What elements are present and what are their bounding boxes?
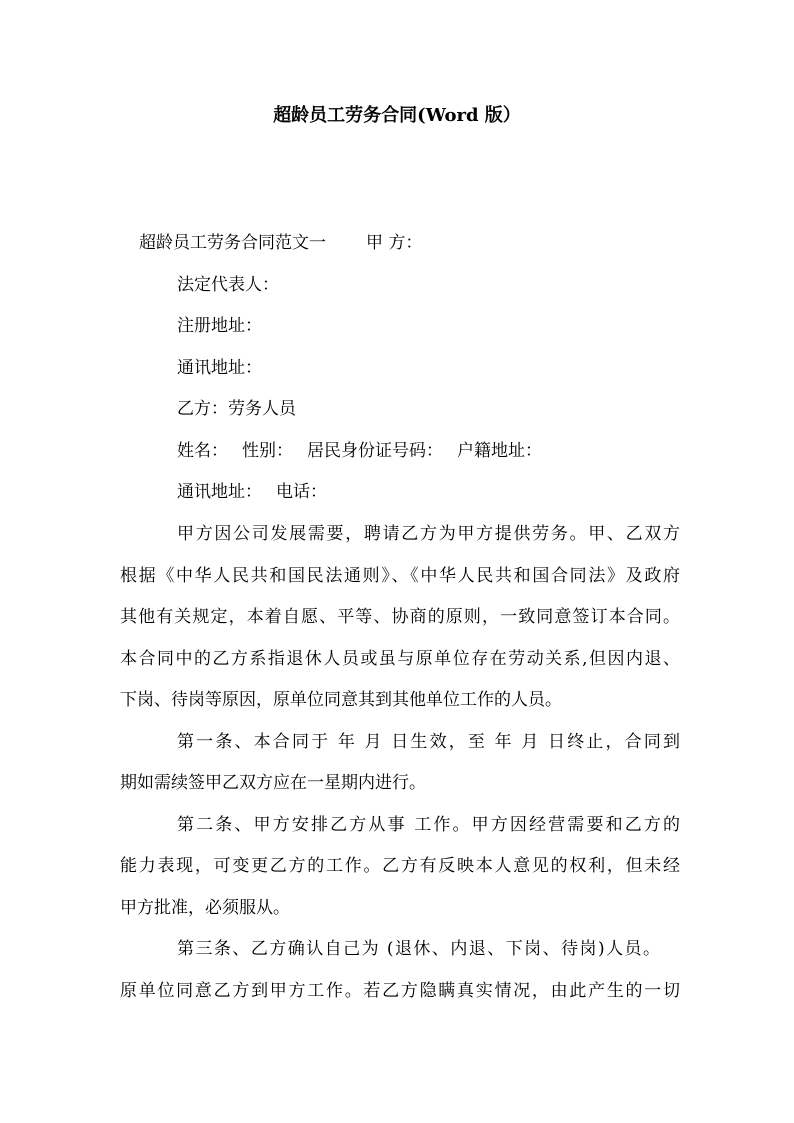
para1-line-5: 下岗、待岗等原因，原单位同意其到其他单位工作的人员。	[120, 690, 562, 710]
comm-address-a-label: 通讯地址：	[177, 358, 262, 378]
article-2-line-2: 能力表现，可变更乙方的工作。乙方有反映本人意见的权利，但未经	[120, 856, 680, 876]
name-label: 姓名：	[177, 441, 228, 461]
para1-line-2: 根据《中华人民共和国民法通则》、《中华人民共和国合同法》及政府	[120, 566, 680, 586]
id-label: 居民身份证号码：	[307, 441, 443, 461]
article-3-line-1: 第三条、乙方确认自己为 (退休、内退、下岗、待岗)人员。	[177, 939, 660, 959]
gender-label: 性别：	[242, 441, 293, 461]
para1-line-1: 甲方因公司发展需要，聘请乙方为甲方提供劳务。甲、乙双方	[177, 524, 680, 544]
intro-heading: 超龄员工劳务合同范文一	[139, 233, 326, 253]
article-3-line-2: 原单位同意乙方到甲方工作。若乙方隐瞒真实情况，由此产生的一切	[120, 981, 680, 1001]
household-label: 户籍地址：	[457, 441, 542, 461]
party-a-label: 甲 方：	[366, 233, 423, 253]
article-1-line-1: 第一条、本合同于 年 月 日生效，至 年 月 日终止，合同到	[177, 732, 680, 752]
legal-rep-label: 法定代表人：	[177, 275, 279, 295]
article-2-line-1: 第二条、甲方安排乙方从事 工作。甲方因经营需要和乙方的	[177, 815, 680, 835]
contact-line	[177, 480, 327, 504]
para1-line-3: 其他有关规定，本着自愿、平等、协商的原则，一致同意签订本合同。	[120, 607, 680, 627]
article-2-line-3: 甲方批准，必须服从。	[120, 898, 290, 918]
document-title: 超龄员工劳务合同(Word 版）	[273, 105, 521, 126]
comm-address-b-label: 通讯地址：	[177, 482, 262, 502]
party-b-fields-line	[177, 439, 542, 463]
intro-line	[139, 231, 422, 255]
reg-address-label: 注册地址：	[177, 316, 262, 336]
phone-label: 电话：	[276, 482, 327, 502]
party-b-label: 乙方：劳务人员	[177, 399, 296, 419]
article-1-line-2: 期如需续签甲乙双方应在一星期内进行。	[120, 773, 426, 793]
para1-line-4: 本合同中的乙方系指退休人员或虽与原单位存在劳动关系,但因内退、	[120, 649, 680, 669]
